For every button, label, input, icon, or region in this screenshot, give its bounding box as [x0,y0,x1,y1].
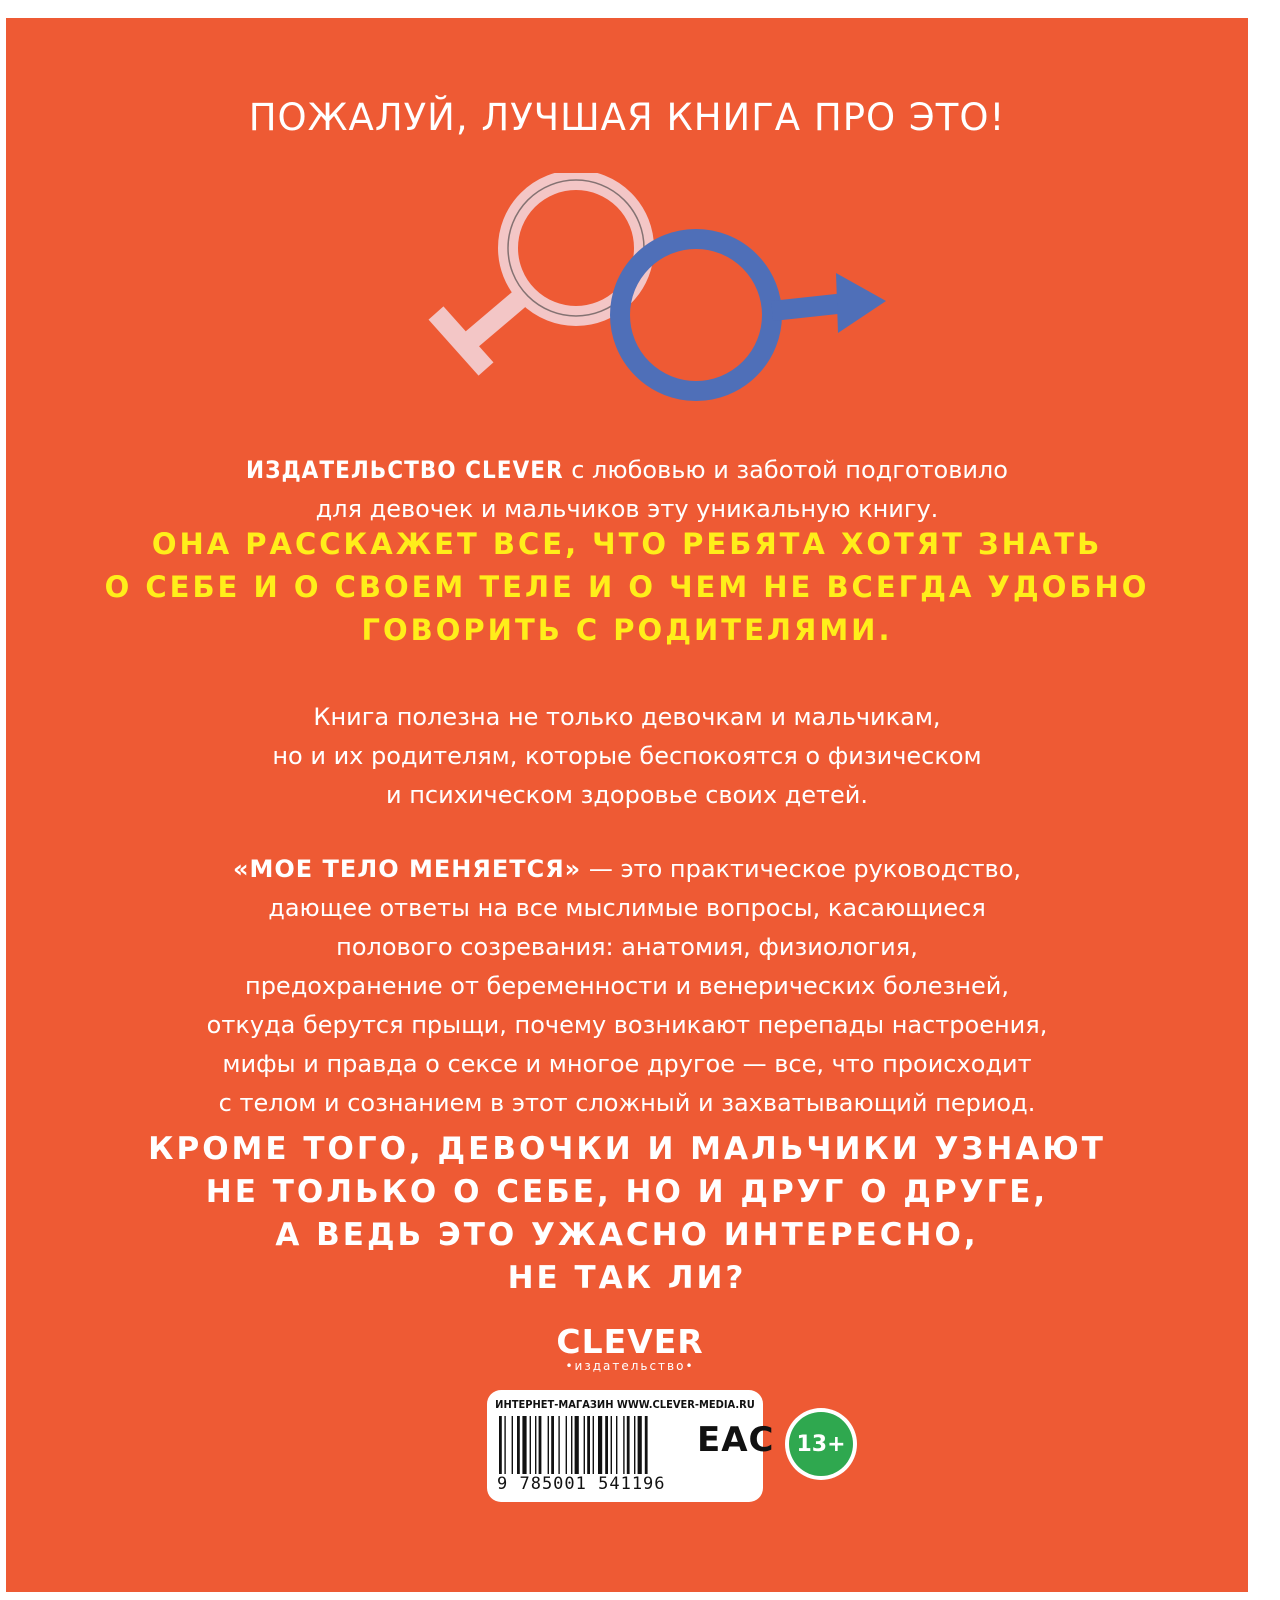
intro-line2: для девочек и мальчиков эту уникальную книгу. [315,495,939,523]
publisher-logo [555,1322,705,1373]
age-rating: 13+ [789,1412,853,1476]
paragraph-line: предохранение от беременности и венерических болезней, [245,972,1009,1000]
closing-line: НЕ ТОЛЬКО О СЕБЕ, НО И ДРУГ О ДРУГЕ, [205,1174,1049,1210]
barcode-box [487,1390,775,1502]
book-title: «МОЕ ТЕЛО МЕНЯЕТСЯ» [232,855,582,883]
isbn-number: 9 785001 541196 [497,1474,666,1494]
age-rating-badge [785,1408,857,1480]
paragraph-line: с телом и сознанием в этот сложный и захватывающий период. [218,1089,1036,1117]
logo-subtitle: •издательство• [565,1359,695,1373]
highlight-line: ГОВОРИТЬ С РОДИТЕЛЯМИ. [361,613,893,647]
highlight-line: ОНА РАССКАЖЕТ ВСЕ, ЧТО РЕБЯТА ХОТЯТ ЗНАТЬ [151,527,1103,561]
paragraph-line: — это практическое руководство, [581,855,1022,883]
closing-line: НЕ ТАК ЛИ? [507,1260,747,1296]
paragraph-line: полового созревания: анатомия, физиология, [336,933,918,961]
paragraph-line: мифы и правда о сексе и многое другое — все, что происходит [222,1050,1032,1078]
highlight-line: О СЕБЕ И О СВОЕМ ТЕЛЕ И О ЧЕМ НЕ ВСЕГДА УДОБНО [104,570,1150,604]
paragraph-line: но и их родителям, которые беспокоятся о физическом [272,742,982,770]
closing-line: КРОМЕ ТОГО, ДЕВОЧКИ И МАЛЬЧИКИ УЗНАЮТ [148,1131,1106,1167]
paragraph-line: Книга полезна не только девочкам и мальчикам, [313,703,941,731]
logo-title: CLEVER [556,1322,704,1361]
paragraph-line: откуда берутся прыщи, почему возникают перепады настроения, [206,1011,1048,1039]
paragraph-line: дающее ответы на все мыслимые вопросы, касающиеся [268,894,986,922]
closing-line: А ВЕДЬ ЭТО УЖАСНО ИНТЕРЕСНО, [275,1217,979,1253]
tagline: ПОЖАЛУЙ, ЛУЧШАЯ КНИГА ПРО ЭТО! [248,96,1006,139]
paragraph-line: и психическом здоровье своих детей. [386,781,868,809]
shop-url: ИНТЕРНЕТ-МАГАЗИН WWW.CLEVER-MEDIA.RU [495,1398,755,1411]
barcode-icon [499,1416,689,1474]
intro-line1: с любовью и заботой подготовило [563,456,1008,484]
publisher-name: ИЗДАТЕЛЬСТВО CLEVER [246,456,564,484]
eac-mark: EAC [697,1420,775,1460]
